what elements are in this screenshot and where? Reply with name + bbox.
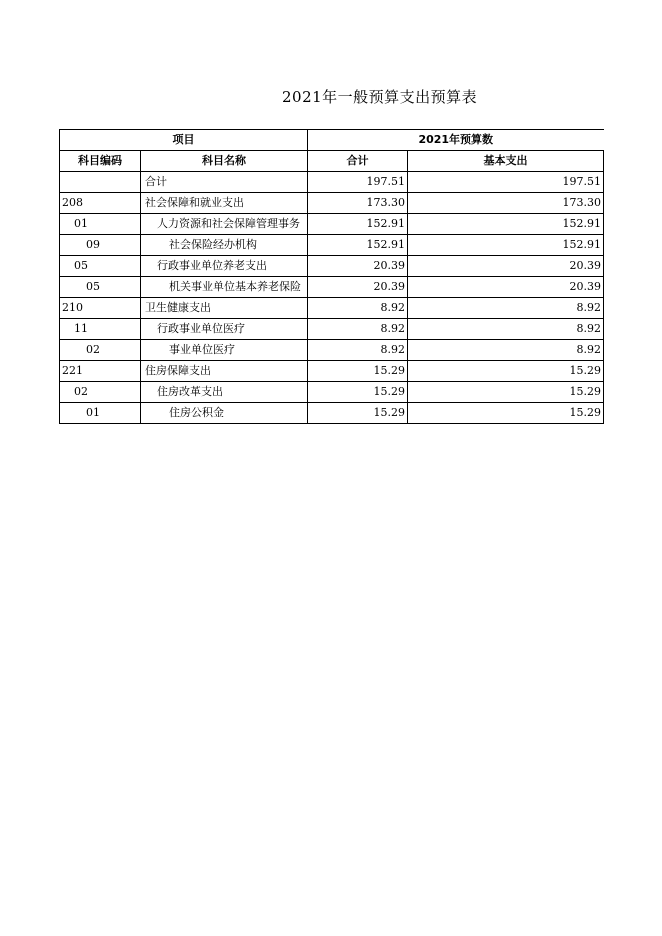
row-code: 05 [60,277,141,298]
row-code: 01 [60,214,141,235]
row-code: 208 [60,193,141,214]
table-row [60,172,604,193]
row-name: 社会保障和就业支出 [141,193,308,214]
table-row [60,361,604,382]
header-year-budget: 2021年预算数 [308,130,604,151]
header-row-columns [60,151,604,172]
row-basic: 152.91 [408,235,604,256]
row-basic: 8.92 [408,319,604,340]
row-name: 机关事业单位基本养老保险 [141,277,308,298]
row-code: 221 [60,361,141,382]
row-basic: 8.92 [408,340,604,361]
row-code: 11 [60,319,141,340]
row-code: 09 [60,235,141,256]
row-total: 152.91 [308,235,408,256]
page-title: 2021年一般预算支出预算表 [282,88,478,106]
row-name: 合计 [141,172,308,193]
row-total: 8.92 [308,340,408,361]
table-row [60,193,604,214]
row-total: 15.29 [308,361,408,382]
table-row [60,277,604,298]
row-name: 住房改革支出 [141,382,308,403]
row-code: 01 [60,403,141,424]
row-code: 210 [60,298,141,319]
table-row [60,298,604,319]
row-name: 人力资源和社会保障管理事务 [141,214,308,235]
row-total: 173.30 [308,193,408,214]
row-basic: 20.39 [408,277,604,298]
row-total: 20.39 [308,256,408,277]
row-total: 197.51 [308,172,408,193]
row-basic: 20.39 [408,256,604,277]
row-name: 事业单位医疗 [141,340,308,361]
budget-table [59,129,604,424]
row-basic: 197.51 [408,172,604,193]
row-code: 05 [60,256,141,277]
row-basic: 15.29 [408,382,604,403]
row-total: 152.91 [308,214,408,235]
row-name: 卫生健康支出 [141,298,308,319]
table-row [60,235,604,256]
table-row [60,340,604,361]
row-name: 行政事业单位养老支出 [141,256,308,277]
table-row [60,319,604,340]
row-code [60,172,141,193]
header-name: 科目名称 [141,151,308,172]
table-row [60,214,604,235]
table-row [60,382,604,403]
row-name: 行政事业单位医疗 [141,319,308,340]
row-code: 02 [60,340,141,361]
row-total: 20.39 [308,277,408,298]
header-project: 项目 [60,130,308,151]
row-code: 02 [60,382,141,403]
row-name: 住房保障支出 [141,361,308,382]
row-basic: 15.29 [408,403,604,424]
header-row-group [60,130,604,151]
row-basic: 8.92 [408,298,604,319]
header-basic: 基本支出 [408,151,604,172]
table-row [60,256,604,277]
row-basic: 152.91 [408,214,604,235]
row-total: 15.29 [308,403,408,424]
table-row [60,403,604,424]
row-total: 8.92 [308,319,408,340]
row-total: 15.29 [308,382,408,403]
row-basic: 15.29 [408,361,604,382]
header-code: 科目编码 [60,151,141,172]
row-name: 住房公积金 [141,403,308,424]
row-basic: 173.30 [408,193,604,214]
row-total: 8.92 [308,298,408,319]
header-total: 合计 [308,151,408,172]
row-name: 社会保险经办机构 [141,235,308,256]
